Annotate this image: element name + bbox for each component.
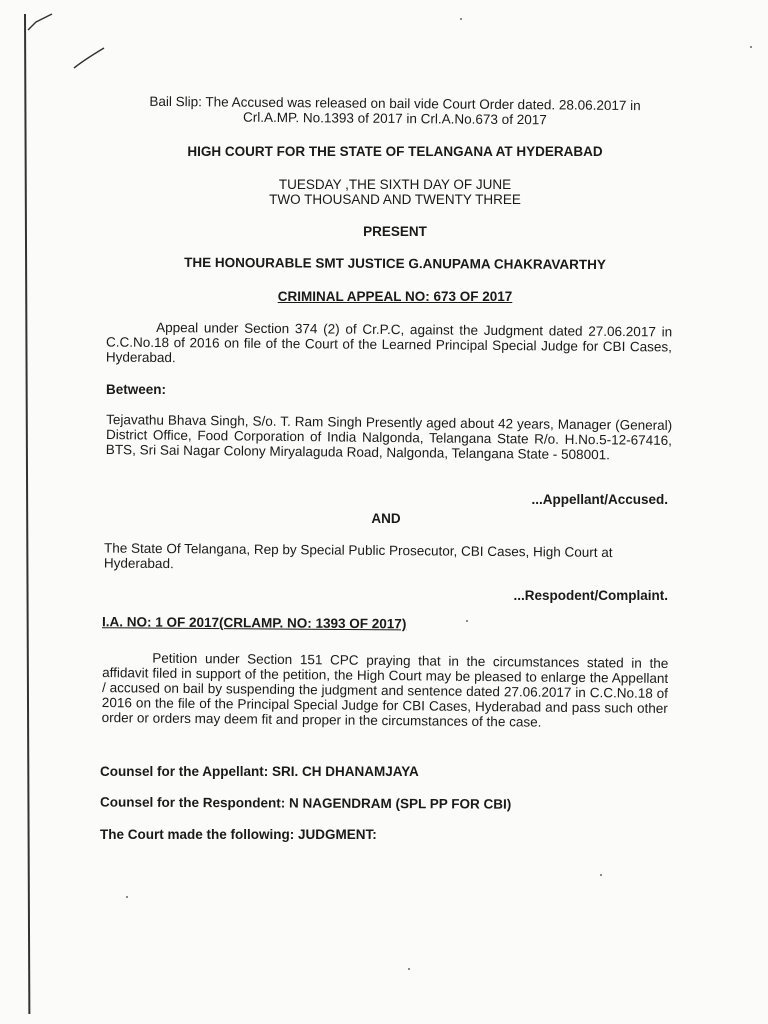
- date-line-2: TWO THOUSAND AND TWENTY THREE: [269, 192, 521, 207]
- bail-slip: [100, 93, 690, 128]
- margin-line: [24, 14, 30, 1014]
- date-line-1: TUESDAY ,THE SIXTH DAY OF JUNE: [278, 177, 512, 192]
- scan-speck: [750, 46, 752, 48]
- petition-paragraph: Petition under Section 151 CPC praying that in the circumstances stated in the affidavit filed in support of the petition, the High Court may be pleased to enlarge the Appellant / accused on bail by suspending the judgment and sentence dated 27.06.2017 in C.C.No.18 of 2016 on the file of the Principal Special Judge for CBI Cases, Hyderabad and pass such other order or orders may deem fit and proper in the circumstances of the case.: [101, 650, 669, 730]
- ia-heading: I.A. NO: 1 OF 2017(CRLAMP. NO: 1393 OF 2017): [101, 614, 407, 632]
- counsel-appellant: Counsel for the Appellant: SRI. CH DHANAMJAYA: [100, 764, 419, 779]
- counsel-respondent: Counsel for the Respondent: N NAGENDRAM (SPL PP FOR CBI): [99, 794, 512, 812]
- appeal-paragraph: Appeal under Section 374 (2) of Cr.P.C, against the Judgment dated 27.06.2017 in C.C.No.18 of 2016 on file of the Court of the Learned Principal Special Judge for CBI Cases, Hyderabad.: [105, 319, 673, 366]
- scan-speck: [126, 896, 128, 898]
- respondent-details: The State Of Telangana, Rep by Special Public Prosecutor, CBI Cases, High Court at Hyderabad.: [103, 540, 613, 572]
- between-label: Between:: [106, 382, 167, 397]
- case-number: CRIMINAL APPEAL NO: 673 OF 2017: [277, 289, 513, 304]
- scan-speck: [408, 968, 410, 970]
- and-label: AND: [371, 511, 401, 526]
- court-title: HIGH COURT FOR THE STATE OF TELANGANA AT HYDERABAD: [187, 144, 603, 159]
- bail-slip-line-2: Crl.A.MP. No.1393 of 2017 in Crl.A.No.673 of 2017: [243, 109, 547, 128]
- scan-speck: [460, 18, 462, 20]
- hearing-date: [100, 177, 690, 207]
- pen-slash-mark: [72, 46, 106, 72]
- scan-speck: [600, 874, 602, 876]
- respondent-role: ...Respodent/Complaint.: [513, 588, 668, 603]
- bail-slip-line-1: Bail Slip: The Accused was released on bail vide Court Order dated. 28.06.2017 in: [149, 93, 641, 114]
- present-label: PRESENT: [363, 224, 427, 239]
- appellant-details: Tejavathu Bhava Singh, S/o. T. Ram Singh Presently aged about 42 years, Manager (General) District Office, Food Corporation of India Nalgonda, Telangana State R/o. H.No.5-12-67416, BTS, Sri Sai Nagar Colony Miryalaguda Road, Nalgonda, Telangana State - 508001.: [105, 412, 673, 463]
- pen-tick-mark: [26, 10, 56, 34]
- appellant-role: ...Appellant/Accused.: [531, 492, 668, 507]
- judgment-line: The Court made the following: JUDGMENT:: [100, 827, 377, 842]
- judge-name: THE HONOURABLE SMT JUSTICE G.ANUPAMA CHAKRAVARTHY: [184, 254, 606, 273]
